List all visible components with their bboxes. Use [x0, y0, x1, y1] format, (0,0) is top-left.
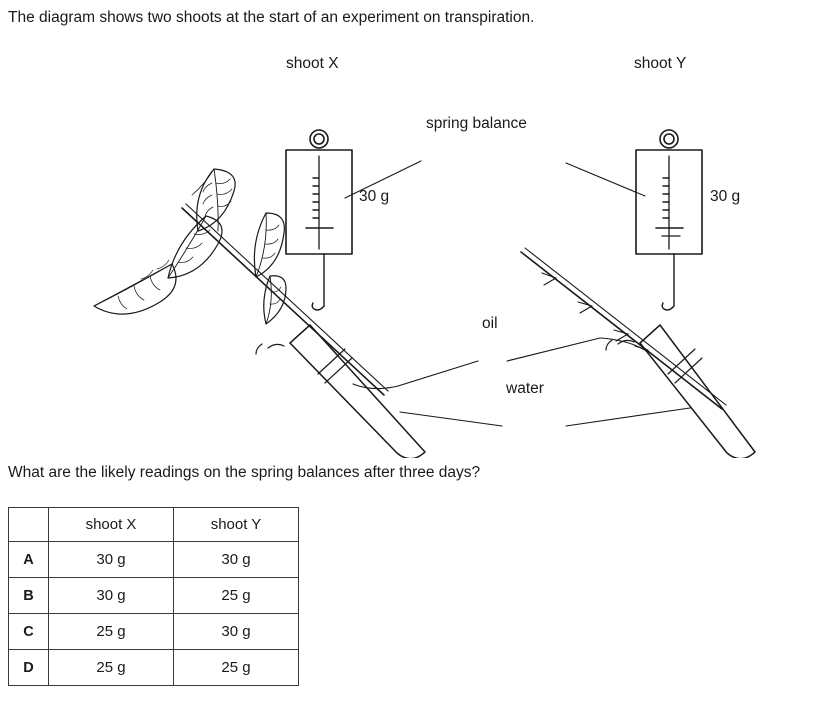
- table-row[interactable]: [9, 542, 299, 578]
- option-a-shoot-y: 30 g: [174, 542, 299, 578]
- water-label: water: [506, 380, 544, 397]
- option-c-shoot-y: 30 g: [174, 614, 299, 650]
- question-prompt: What are the likely readings on the spring balances after three days?: [8, 464, 481, 481]
- oil-label: oil: [482, 315, 498, 332]
- option-d-shoot-y: 25 g: [174, 650, 299, 686]
- option-a-shoot-x: 30 g: [49, 542, 174, 578]
- reading-x-label: 30 g: [359, 188, 390, 205]
- transpiration-diagram: [0, 38, 832, 458]
- table-header-shoot-y: shoot Y: [174, 508, 299, 542]
- table-header-shoot-x: shoot X: [49, 508, 174, 542]
- table-row[interactable]: [9, 578, 299, 614]
- shoot-x-label: shoot X: [286, 55, 339, 72]
- spring-balance-label: spring balance: [426, 115, 527, 132]
- option-label-b: B: [9, 578, 49, 614]
- table-row[interactable]: [9, 650, 299, 686]
- answer-options-table: [8, 507, 299, 686]
- option-d-shoot-x: 25 g: [49, 650, 174, 686]
- table-row[interactable]: [9, 614, 299, 650]
- option-label-a: A: [9, 542, 49, 578]
- reading-y-label: 30 g: [710, 188, 741, 205]
- option-label-c: C: [9, 614, 49, 650]
- table-header-blank: [9, 508, 49, 542]
- table-header-row: [9, 508, 299, 542]
- option-b-shoot-x: 30 g: [49, 578, 174, 614]
- option-label-d: D: [9, 650, 49, 686]
- option-c-shoot-x: 25 g: [49, 614, 174, 650]
- question-intro: The diagram shows two shoots at the start of an experiment on transpiration.: [8, 9, 535, 26]
- option-b-shoot-y: 25 g: [174, 578, 299, 614]
- shoot-y-label: shoot Y: [634, 55, 687, 72]
